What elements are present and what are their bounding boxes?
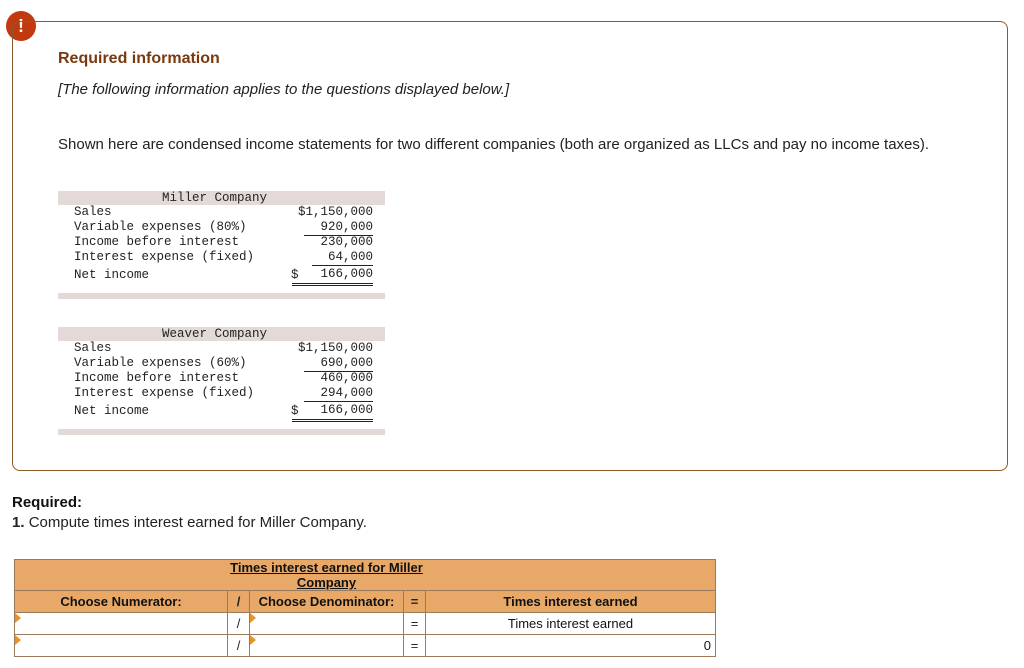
required-title: Required:	[12, 494, 83, 511]
statement-row	[58, 371, 385, 386]
statement-row	[58, 220, 385, 235]
result-label-cell: Times interest earned	[426, 613, 716, 635]
statement-row	[58, 250, 385, 265]
row-label: Interest expense (fixed)	[74, 250, 255, 264]
denominator-header: Choose Denominator:	[250, 591, 404, 613]
row-value: $1,150,000	[297, 205, 373, 219]
row-value: 294,000	[304, 386, 373, 402]
equals-symbol: =	[404, 591, 426, 613]
net-income-value: 166,000	[292, 401, 373, 422]
times-interest-earned-table	[14, 559, 716, 657]
intro-text: Shown here are condensed income statements for two different companies (both are organized as LLCs and pay no income taxes).	[58, 136, 930, 153]
numerator-input-1[interactable]	[15, 613, 228, 635]
table-title: Times interest earned for Miller Company	[228, 560, 426, 591]
net-income-row	[58, 265, 385, 285]
row-value: 64,000	[312, 250, 373, 266]
row-label: Sales	[74, 341, 112, 355]
row-label: Income before interest	[74, 235, 240, 249]
row-label: Net income	[74, 268, 150, 282]
title-spacer	[15, 560, 228, 591]
denominator-input-2[interactable]	[250, 635, 404, 657]
miller-statement-header: Miller Company	[58, 191, 385, 205]
equals-symbol: =	[404, 613, 426, 635]
row-value: 230,000	[320, 235, 373, 249]
result-value-cell: 0	[426, 635, 716, 657]
row-label: Sales	[74, 205, 112, 219]
equals-symbol: =	[404, 635, 426, 657]
denominator-input-1[interactable]	[250, 613, 404, 635]
net-income-row	[58, 401, 385, 421]
statement-row	[58, 386, 385, 401]
row-label: Variable expenses (60%)	[74, 356, 247, 370]
statement-row	[58, 235, 385, 250]
weaver-statement-header: Weaver Company	[58, 327, 385, 341]
statement-row	[58, 356, 385, 371]
miller-income-statement	[58, 191, 385, 299]
divide-symbol: /	[228, 591, 250, 613]
row-value: 690,000	[304, 356, 373, 372]
statement-footer-bar	[58, 293, 385, 299]
divide-symbol: /	[228, 635, 250, 657]
row-label: Interest expense (fixed)	[74, 386, 255, 400]
required-question	[12, 514, 367, 531]
row-value: 920,000	[304, 220, 373, 236]
divide-symbol: /	[228, 613, 250, 635]
row-value: $1,150,000	[297, 341, 373, 355]
numerator-input-2[interactable]	[15, 635, 228, 657]
row-value: 460,000	[320, 371, 373, 385]
question-text: Compute times interest earned for Miller Company.	[28, 514, 367, 531]
numerator-header: Choose Numerator:	[15, 591, 228, 613]
dollar-sign: $	[291, 404, 299, 418]
result-header: Times interest earned	[426, 591, 716, 613]
dollar-sign: $	[291, 268, 299, 282]
statement-footer-bar	[58, 429, 385, 435]
net-income-value: 166,000	[292, 265, 373, 286]
statement-row	[58, 341, 385, 356]
weaver-income-statement	[58, 327, 385, 435]
question-number: 1.	[12, 514, 25, 531]
row-label: Variable expenses (80%)	[74, 220, 247, 234]
alert-icon: !	[6, 11, 36, 41]
statement-row	[58, 205, 385, 220]
required-information-title: Required information	[58, 50, 220, 67]
row-label: Net income	[74, 404, 150, 418]
title-spacer	[426, 560, 716, 591]
required-information-subtitle: [The following information applies to the questions displayed below.]	[58, 81, 510, 98]
row-label: Income before interest	[74, 371, 240, 385]
